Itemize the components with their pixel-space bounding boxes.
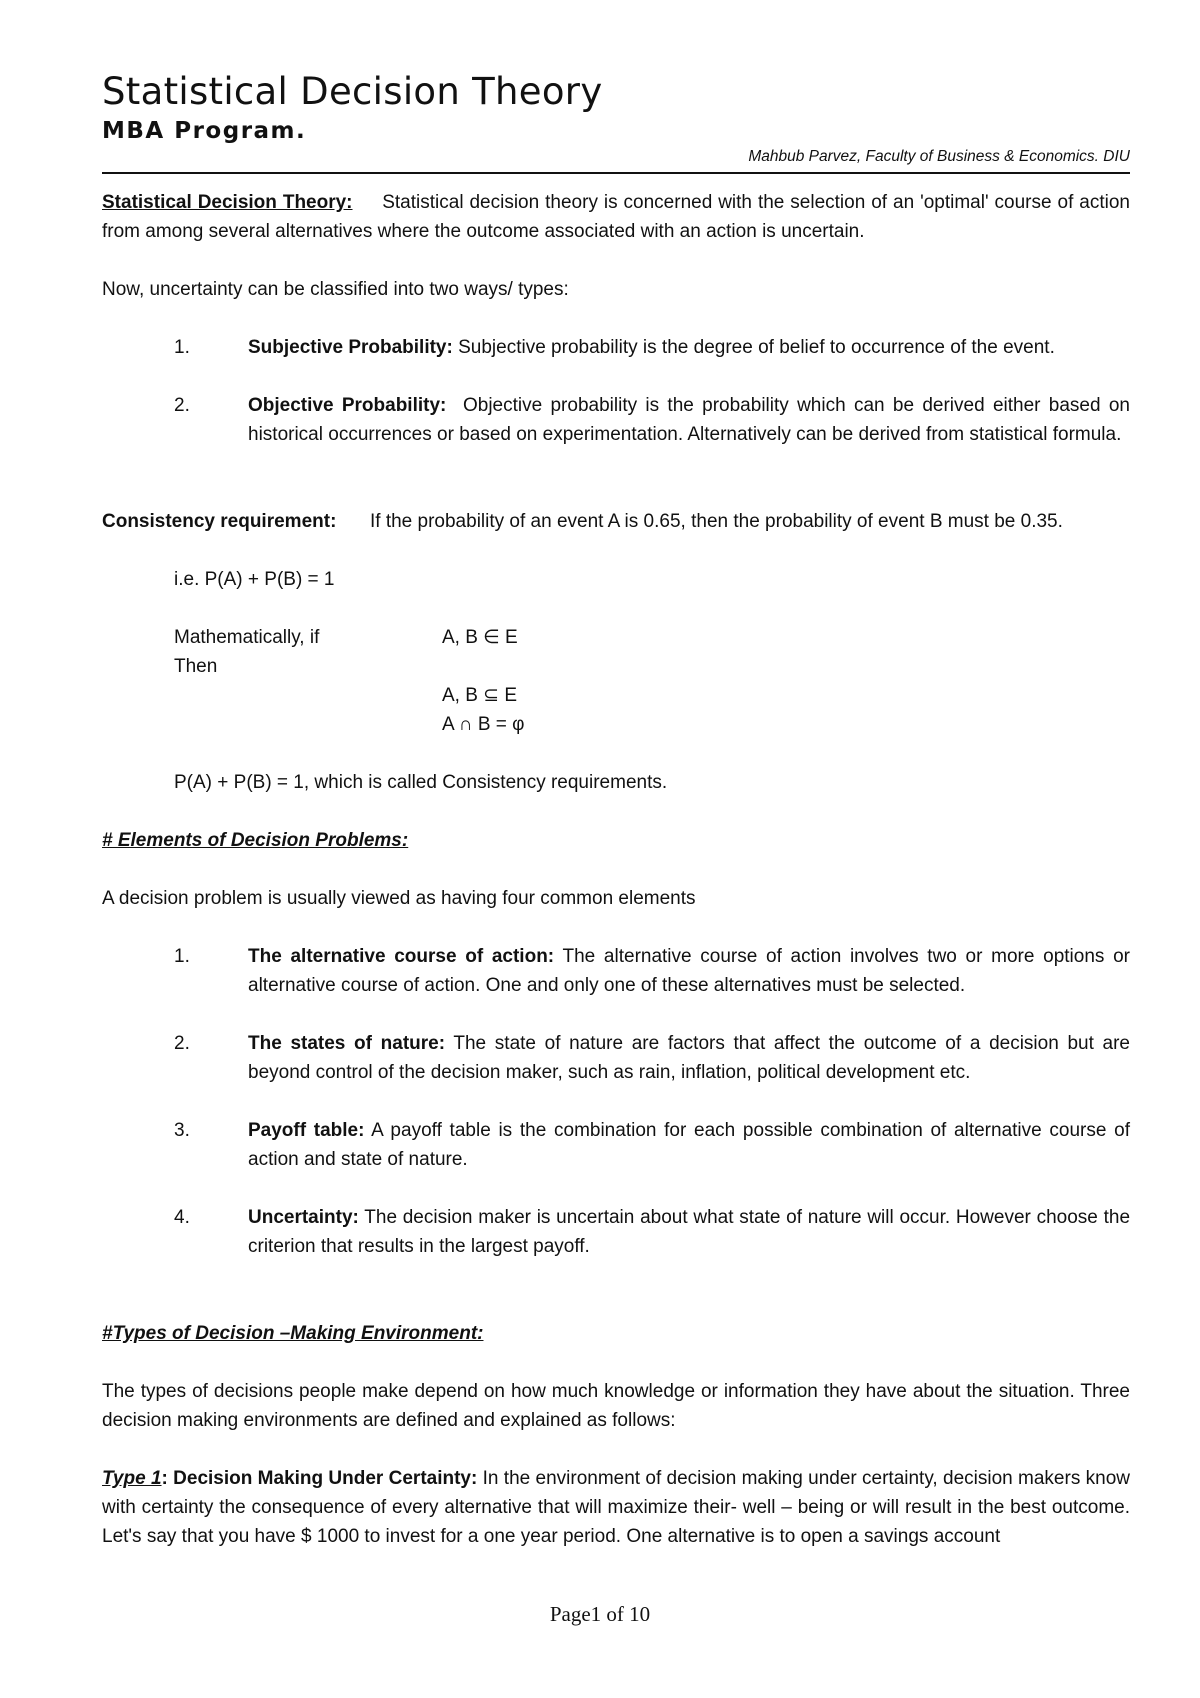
list-item	[248, 942, 1130, 1000]
list-item-term: Payoff table:	[248, 1120, 365, 1141]
consistency-paragraph	[102, 507, 1130, 536]
type1-term: Decision Making Under Certainty:	[173, 1468, 478, 1489]
type1-colon: :	[161, 1468, 168, 1489]
intro-term: Statistical Decision Theory:	[102, 192, 353, 213]
list-item-text: Subjective probability is the degree of belief to occurrence of the event.	[458, 337, 1055, 358]
intro-paragraph	[102, 188, 1130, 246]
section-heading	[102, 826, 1130, 855]
list-item	[248, 1029, 1130, 1087]
document-title: Statistical Decision Theory	[102, 70, 603, 113]
list-item-term: The alternative course of action:	[248, 946, 555, 967]
list-item-text: The state of nature are factors that affect the outcome of a decision but are beyond control of the decision maker, such as rain, inflation, political development etc.	[248, 1033, 1130, 1083]
page-number: Page1 of 10	[549, 1602, 651, 1626]
uncertainty-lead: Now, uncertainty can be classified into two ways/ types:	[102, 279, 569, 300]
list-number: 4.	[174, 1207, 190, 1228]
list-number: 1.	[174, 337, 190, 358]
list-item-text: A payoff table is the combination for each possible combination of alternative course of action and state of nature.	[248, 1120, 1130, 1170]
consistency-text: If the probability of an event A is 0.65, then the probability of event B must be 0.35.	[370, 511, 1063, 532]
consistency-ie: i.e. P(A) + P(B) = 1	[174, 569, 335, 590]
list-number: 1.	[174, 946, 190, 967]
intro-text: Statistical decision theory is concerned with the selection of an 'optimal' course of action from among several alternatives where the outcome associated with an action is uncertain.	[102, 192, 1130, 242]
consistency-term: Consistency requirement:	[102, 511, 337, 532]
list-number: 3.	[174, 1120, 190, 1141]
math-then-expression: A ∩ B = φ	[442, 714, 525, 735]
math-then-expression: A, B ⊆ E	[442, 685, 518, 706]
list-item-term: Objective Probability:	[248, 395, 447, 416]
list-item-text: The alternative course of action involves two or more options or alternative course of action. One and only one of these alternatives must be selected.	[248, 946, 1130, 996]
environment-paragraph: The types of decisions people make depend on how much knowledge or information they have about the situation. Three decision making environments are defined and explained as follows:	[102, 1381, 1130, 1431]
section-heading	[102, 1319, 1130, 1348]
type1-paragraph	[102, 1464, 1130, 1551]
list-item	[248, 1116, 1130, 1174]
list-number: 2.	[174, 1033, 190, 1054]
header-rule	[102, 172, 1130, 174]
list-item-term: Subjective Probability:	[248, 337, 453, 358]
list-item	[248, 1203, 1130, 1261]
environment-heading: #Types of Decision –Making Environment:	[102, 1323, 484, 1344]
math-then-label: Then	[174, 656, 218, 677]
document-subtitle: MBA Program.	[102, 118, 307, 144]
author-line: Mahbub Parvez, Faculty of Business & Economics. DIU	[748, 148, 1130, 165]
list-number: 2.	[174, 395, 190, 416]
list-item-term: Uncertainty:	[248, 1207, 359, 1228]
type1-label: Type 1	[102, 1468, 162, 1489]
list-item-term: The states of nature:	[248, 1033, 446, 1054]
math-if-expression: A, B ∈ E	[442, 627, 518, 648]
list-item-text: Objective probability is the probability which can be derived either based on historical occurrences or based on experimentation. Alternatively can be derived from statistical formula.	[248, 395, 1131, 445]
type1-text: In the environment of decision making under certainty, decision makers know with certainty the consequence of every alternative that will maximize their- well – being or will result in the best outcome. Let's say that you have $ 1000 to invest for a one year period. One alternative is to open a savings account	[102, 1468, 1130, 1547]
math-if-label: Mathematically, if	[174, 627, 320, 648]
consistency-conclusion: P(A) + P(B) = 1, which is called Consistency requirements.	[174, 772, 668, 793]
elements-lead: A decision problem is usually viewed as having four common elements	[102, 888, 696, 909]
list-item	[248, 391, 1130, 449]
list-item-text: The decision maker is uncertain about what state of nature will occur. However choose the criterion that results in the largest payoff.	[248, 1207, 1131, 1257]
elements-heading: # Elements of Decision Problems:	[102, 830, 409, 851]
list-item	[248, 333, 1130, 362]
